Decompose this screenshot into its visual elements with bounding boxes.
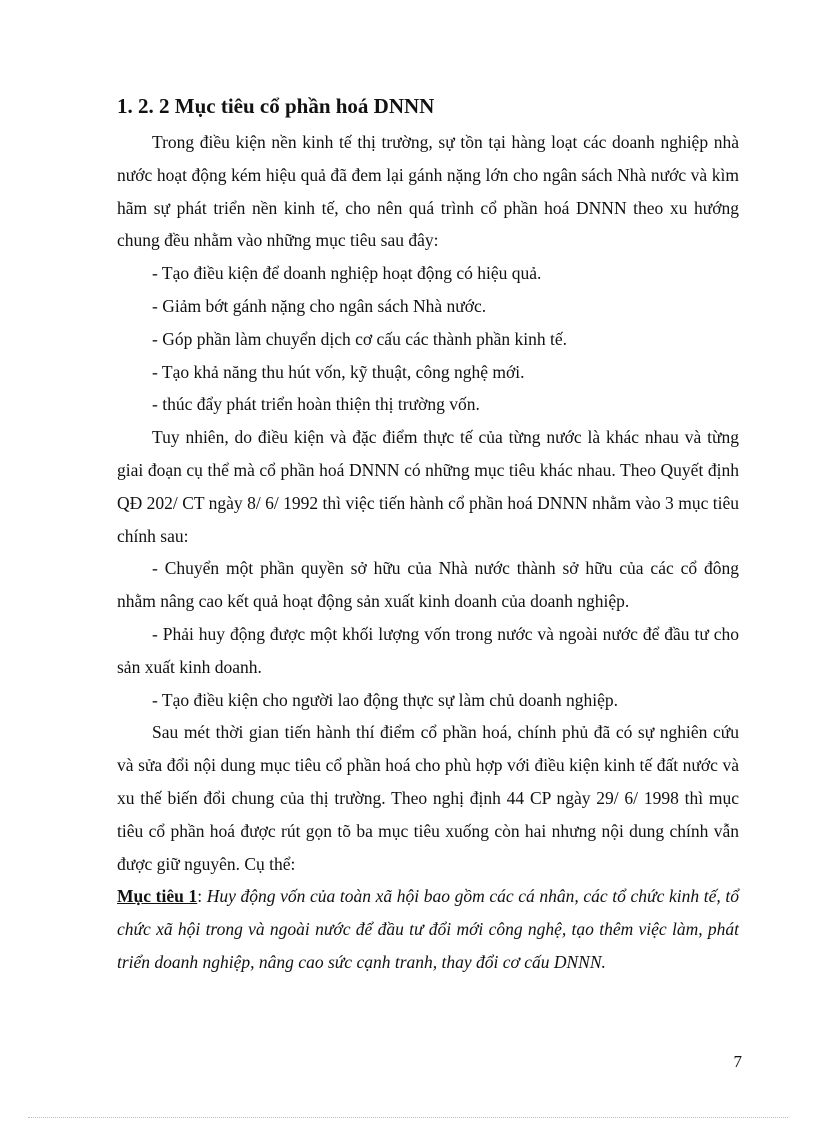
decision-goal-item: - Chuyển một phần quyền sở hữu của Nhà nước thành sở hữu của các cổ đông nhằm nâng cao kết quả hoạt động sản xuất kinh doanh của doanh nghiệp. [117, 558, 739, 612]
however-paragraph: Tuy nhiên, do điều kiện và đặc điểm thực tế của từng nước là khác nhau và từng giai đoạn cụ thể mà cổ phần hoá DNNN có những mục tiêu khác nhau. Theo Quyết định QĐ 202/ CT ngày 8/ 6/ 1992 thì việc tiến hành cổ phần hoá DNNN nhằm vào 3 mục tiêu chính sau: [117, 427, 739, 546]
general-goal-item: - Giảm bớt gánh nặng cho ngân sách Nhà nước. [152, 295, 487, 316]
decision-goal-item: - Phải huy động được một khối lượng vốn trong nước và ngoài nước để đầu tư cho sản xuất kinh doanh. [117, 623, 739, 677]
general-goal-item: - Tạo điều kiện để doanh nghiệp hoạt động có hiệu quả. [152, 263, 542, 284]
page-bottom-divider [28, 1117, 788, 1118]
decision-goal-item: - Tạo điều kiện cho người lao động thực sự làm chủ doanh nghiệp. [152, 689, 619, 710]
general-goal-item: - Tạo khả năng thu hút vốn, kỹ thuật, công nghệ mới. [152, 361, 525, 382]
objective-1-colon: : [197, 886, 207, 907]
after-paragraph: Sau mét thời gian tiến hành thí điểm cổ phần hoá, chính phủ đã có sự nghiên cứu và sửa đổi nội dung mục tiêu cổ phần hoá cho phù hợp với điều kiện kinh tế đất nước và xu thế biến đổi chung của thị trường. Theo nghị định 44 CP ngày 29/ 6/ 1998 thì mục tiêu cổ phần hoá được rút gọn tõ ba mục tiêu xuống còn hai nhưng nội dung chính vẫn được giữ nguyên. Cụ thể: [117, 722, 739, 874]
page-number: 7 [733, 1052, 742, 1071]
objective-1-text: Huy động vốn của toàn xã hội bao gồm các cá nhân, các tổ chức kinh tế, tổ chức xã hội trong và ngoài nước để đầu tư đổi mới công nghệ, tạo thêm việc làm, phát triển doanh nghiệp, nâng cao sức cạnh tranh, thay đổi cơ cấu DNNN. [117, 886, 739, 972]
section-heading: 1. 2. 2 Mục tiêu cổ phần hoá DNNN [117, 94, 435, 118]
objective-1-paragraph [117, 880, 739, 978]
intro-paragraph: Trong điều kiện nền kinh tế thị trường, sự tồn tại hàng loạt các doanh nghiệp nhà nước hoạt động kém hiệu quả đã đem lại gánh nặng lớn cho ngân sách Nhà nước và kìm hãm sự phát triển nền kinh tế, cho nên quá trình cổ phần hoá DNNN theo xu hướng chung đều nhằm vào những mục tiêu sau đây: [117, 132, 739, 251]
page-content [117, 90, 739, 979]
general-goal-item: - Góp phần làm chuyển dịch cơ cấu các thành phần kinh tế. [152, 328, 568, 349]
objective-1-label: Mục tiêu 1 [117, 886, 198, 907]
general-goal-item: - thúc đẩy phát triển hoàn thiện thị trường vốn. [152, 394, 480, 415]
